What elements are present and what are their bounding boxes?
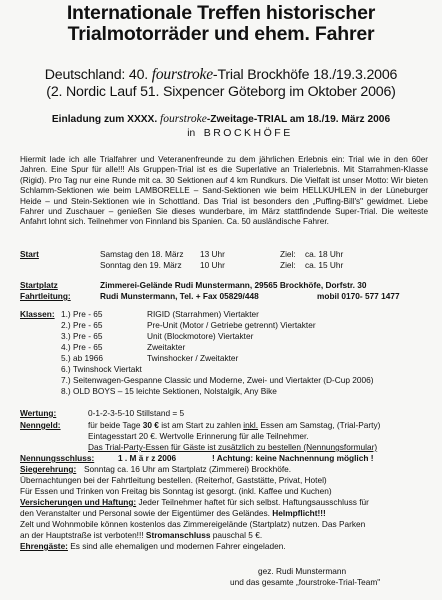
signature-line-2: und das gesamte „fourstroke-Trial-Team" <box>230 577 381 587</box>
ceremony-value: Sonntag ca. 16 Uhr am Startplatz (Zimmerei) Brockhöfe. <box>84 464 292 474</box>
insurance-label: Versicherungen und Haftung: <box>20 497 137 507</box>
fee-amount: 30 € <box>142 420 159 430</box>
invitation-in: in <box>187 128 196 139</box>
invitation-line <box>0 113 442 126</box>
classes-label: Klassen: <box>20 309 55 319</box>
fee-text: Essen am Samstag, (Trial-Party) <box>258 420 381 430</box>
intro-text-b: LAMBORELLE <box>135 186 190 196</box>
fee-label: Nenngeld: <box>20 420 61 430</box>
class-item-no: 5.) ab 1966 <box>61 353 103 363</box>
fee-inclusive: inkl. <box>243 420 259 430</box>
class-item-desc: Pre-Unit (Motor / Getriebe getrennt) Viertakter <box>147 320 316 330</box>
finish-label-2: Ziel: <box>280 260 296 270</box>
title-line-1: Internationale Treffen historischer <box>66 2 376 24</box>
class-item-desc: Twinshocker / Zweitakter <box>147 353 239 363</box>
invitation-place-line <box>40 127 440 140</box>
subtitle-line-1 <box>0 66 442 84</box>
class-item-no: 7.) Seitenwagen-Gespanne Classic und Moderne, Zwei- und Viertakter (D-Cup 2006) <box>61 375 374 385</box>
guests-value: Es sind alle ehemaligen und modernen Fahrer eingeladen. <box>67 541 286 551</box>
class-item-desc: Unit (Blockmotore) Viertakter <box>147 331 254 341</box>
invitation-place: BROCKHÖFE <box>203 127 293 139</box>
insurance-line-1 <box>20 497 369 507</box>
start-time-1: 13 Uhr <box>200 249 225 259</box>
power-fee: pauschal 5 €. <box>210 530 263 540</box>
insurance-text: den Veranstalter und Personal sowie der Eigentümer des Geländes. <box>20 508 273 518</box>
start-time-2: 10 Uhr <box>200 260 225 270</box>
parking-text: an der Hauptstraße ist verboten!!! <box>20 530 146 540</box>
class-item-no: 6.) Twinshock Viertakt <box>61 364 142 374</box>
intro-text-d: HELLKUHLEN <box>302 186 357 196</box>
title-line-2: Trialmotorräder und ehem. Fahrer <box>67 23 375 45</box>
class-item-no: 4.) Pre - 65 <box>61 342 103 352</box>
deadline-value: 1 . M ä r z 2006 <box>118 453 177 463</box>
ceremony-label: Siegerehrung: <box>20 464 77 474</box>
catering-line: Für Essen und Trinken von Freitag bis Sonntag ist gesorgt. (inkl. Kaffee und Kuchen) <box>20 486 332 496</box>
fee-text: ist am Start zu zahlen <box>158 420 244 430</box>
start-day-2: Sonntag den 19. März <box>100 260 182 270</box>
subtitle-brand: fourstroke <box>151 66 213 83</box>
guests-line <box>20 541 286 551</box>
organizer-mobile: mobil 0170- 577 1477 <box>317 291 400 301</box>
invitation-brand: fourstroke <box>160 113 207 125</box>
class-item-desc: RIGID (Starrahmen) Viertakter <box>147 309 259 319</box>
start-day-1: Samstag den 18. März <box>100 249 184 259</box>
insurance-line-2 <box>20 508 326 518</box>
organizer-label: Fahrtleitung: <box>20 291 71 301</box>
deadline-note: ! Achtung: keine Nachnennung möglich ! <box>212 453 374 463</box>
intro-text-c: – Sand-Sektionen wie beim <box>189 186 303 196</box>
fee-line-1 <box>88 420 380 430</box>
accommodation-line: Übernachtungen bei der Fahrtleitung bestellen. (Reiterhof, Gaststätte, Privat, Hotel) <box>20 475 327 485</box>
signature-line-1: gez. Rudi Munstermann <box>258 566 347 576</box>
fee-line-3: Das Trial-Party-Essen für Gäste ist zusätzlich zu bestellen (Nennungsformular) <box>88 442 378 452</box>
invitation-suffix: -Zweitage-TRIAL am 18./19. März 2006 <box>206 114 391 125</box>
fee-text: für beide Tage <box>88 420 143 430</box>
camping-line: Zelt und Wohnmobile können kostenlos das Zimmereigelände (Startplatz) nutzen. Das Parken <box>20 519 366 529</box>
venue-label: Startplatz <box>20 280 58 290</box>
guests-label: Ehrengäste: <box>20 541 68 551</box>
class-item-no: 2.) Pre - 65 <box>61 320 103 330</box>
invitation-prefix: Einladung zum XXXX. <box>51 114 160 125</box>
class-item-desc: Zweitakter <box>147 342 186 352</box>
subtitle-line-2: (2. Nordic Lauf 51. Sixpencer Göteborg im Oktober 2006) <box>46 84 396 100</box>
intro-paragraph <box>20 155 428 228</box>
scoring-label: Wertung: <box>20 408 57 418</box>
subtitle-suffix: -Trial Brockhöfe 18./19.3.2006 <box>212 67 398 83</box>
fee-line-2: Eintagesstart 20 €. Wertvolle Erinnerung für alle Teilnehmer. <box>88 431 309 441</box>
intro-text-a: Hiermit lade ich alle Trialfahrer und Veteranenfreunde zu dem jährlichen Erlebnis ein: Trial wie in den 60er Jahren. Eine Spur für alle!!! Als Gruppen-Trial ist es die Superlative an Trialerlebnis. Mit Starrahmen-Klasse (Rigid). Pro Tag nur eine Runde mit ca. 30 Sektionen auf 4 km Rundkurs. Die Vielfalt ist unser Motto: Wir bieten Schlamm-Sektionen wie beim <box>20 155 428 196</box>
parking-line <box>20 530 262 540</box>
finish-label-1: Ziel: <box>280 249 296 259</box>
finish-time-2: ca. 15 Uhr <box>305 260 344 270</box>
finish-time-1: ca. 18 Uhr <box>305 249 344 259</box>
venue-value: Zimmerei-Gelände Rudi Munstermann, 29565 Brockhöfe, Dorfstr. 30 <box>100 280 367 290</box>
helmet-notice: Helmpflicht!!! <box>272 508 326 518</box>
power-label: Stromanschluss <box>145 530 211 540</box>
start-label: Start <box>20 249 39 259</box>
class-item-no: 1.) Pre - 65 <box>61 309 103 319</box>
deadline-label: Nennungsschluss: <box>20 453 95 463</box>
insurance-text: Jeder Teilnehmer haftet für sich selbst. Haftungsausschluss für <box>136 497 369 507</box>
subtitle-prefix: Deutschland: 40. <box>44 67 152 83</box>
class-item-no: 3.) Pre - 65 <box>61 331 103 341</box>
class-item-no: 8.) OLD BOYS – 15 leichte Sektionen, Nolstalgik, Any Bike <box>61 386 277 396</box>
intro-text-e: in der Lüneburger Heide – und Stein-Sektionen wie in Schottland. Das Trial ist besonders den „Puffing-Bill's" gewidmet. Liebe Fahrer und Zuschauer – genießen Sie dieses wunderbare, im März stattfindende Super-Trial. Die weiteste Anfahrt lohnt sich. Teilnehmer von Finnland bis Spanien. Ca. 50 ausländische Fahrer. <box>20 186 428 227</box>
scoring-value: 0-1-2-3-5-10 Stillstand = 5 <box>88 408 185 418</box>
organizer-value: Rudi Munstermann, Tel. + Fax 05829/448 <box>100 291 259 301</box>
